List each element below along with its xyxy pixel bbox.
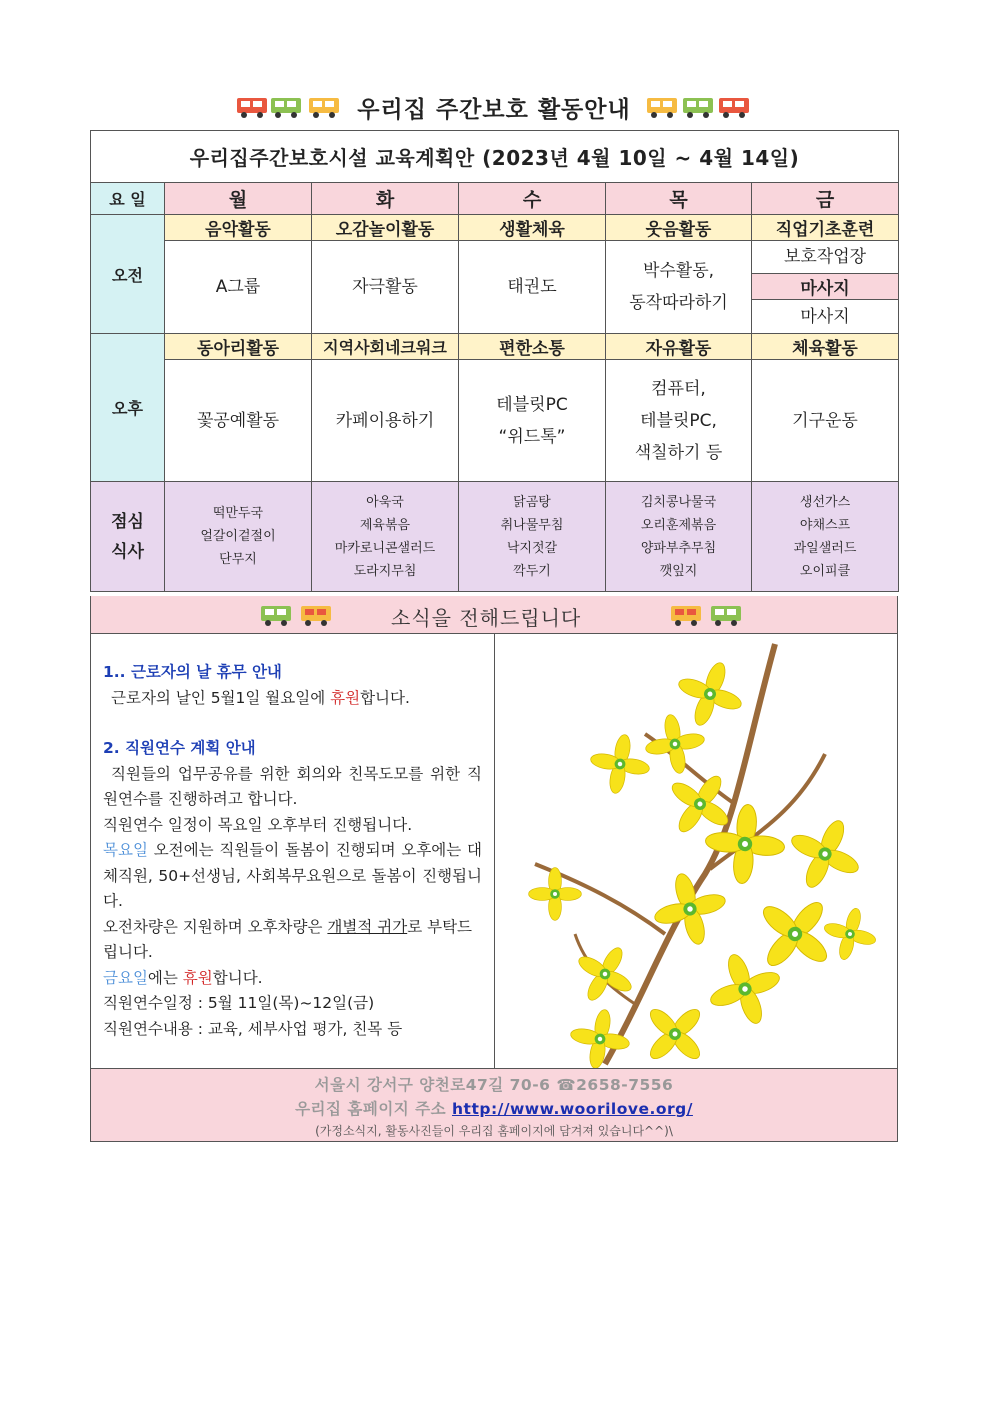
news-header — [90, 596, 898, 634]
news-p4-a: 오전차량은 지원하며 오후차량은 — [103, 917, 328, 936]
train-icon — [645, 94, 753, 120]
news-p4-b: 로 부탁드립니다. — [103, 917, 473, 961]
news-p7: 직원연수내용 : 교육, 세부사업 평가, 친목 등 — [103, 1019, 403, 1038]
news-p5-b: 합니다. — [212, 968, 263, 987]
footer-note: (가정소식지, 활동사진들이 우리집 홈페이지에 담겨져 있습니다^^)\ — [315, 1124, 673, 1138]
train-icon — [669, 602, 745, 628]
lunch-menu-wed: 닭곰탕 취나물무침 낙지젓갈 깍두기 — [459, 482, 606, 592]
lunch-menu-mon: 떡만두국 얼갈이겉절이 단무지 — [165, 482, 312, 592]
news-p3 — [103, 838, 482, 915]
news-item1-closed: 휴원 — [330, 688, 361, 707]
morning-detail-wed: 태권도 — [459, 241, 606, 334]
morning-activity-fri: 직업기초훈련 — [752, 215, 899, 241]
morning-detail-thu: 박수활동, 동작따라하기 — [606, 241, 752, 334]
news-p5 — [103, 966, 482, 992]
news-p6: 직원연수일정 : 5월 11일(목)~12일(금) — [103, 994, 375, 1012]
forsythia-flower-icon — [495, 634, 898, 1069]
news-item1-title: 1.. 근로자의 날 휴무 안내 — [103, 663, 282, 681]
period-afternoon: 오후 — [91, 334, 165, 482]
lunch-menu-tue: 아욱국 제육볶음 마카로니콘샐러드 도라지무침 — [312, 482, 459, 592]
news-item1-text-a: 근로자의 날인 5월1일 월요일에 — [111, 688, 331, 707]
news-title: 소식을 전해드립니다 — [391, 606, 582, 630]
morning-activity-fri-2: 마사지 — [752, 274, 899, 300]
afternoon-detail-fri: 기구운동 — [752, 360, 899, 482]
forsythia-illustration — [495, 634, 898, 1069]
news-p1: 직원들의 업무공유를 위한 회의와 친목도모를 위한 직원연수를 진행하려고 합니다. — [103, 764, 482, 808]
train-icon — [259, 602, 335, 628]
train-decoration-right — [645, 94, 753, 120]
plan-title: 우리집주간보호시설 교육계획안 (2023년 4월 10일 ~ 4월 14일) — [91, 131, 899, 183]
news-p5-closed: 휴원 — [182, 968, 213, 987]
news-item1-text-b: 합니다. — [360, 688, 410, 707]
morning-activity-tue: 오감놀이활동 — [312, 215, 459, 241]
footer-homepage-label: 우리집 홈페이지 주소 — [295, 1100, 453, 1118]
footer — [90, 1068, 898, 1142]
day-label: 요 일 — [91, 183, 165, 215]
news-p3-text: 오전에는 직원들이 돌봄이 진행되며 오후에는 대체직원, 50+선생님, 사회복무요원으로 돌봄이 진행됩니다. — [103, 841, 482, 910]
afternoon-detail-wed: 테블릿PC “위드톡” — [459, 360, 606, 482]
news-item1-text — [103, 686, 482, 712]
footer-address: 서울시 강서구 양천로47길 70-6 ☎2658-7556 — [314, 1076, 674, 1094]
afternoon-activity-mon: 동아리활동 — [165, 334, 312, 360]
morning-detail-fri-1: 보호작업장 — [752, 241, 899, 274]
morning-activity-mon: 음악활동 — [165, 215, 312, 241]
period-lunch: 점심 식사 — [91, 482, 165, 592]
news-p5-friday: 금요일 — [103, 968, 148, 987]
day-thu: 목 — [606, 183, 752, 215]
news-body — [90, 634, 495, 1069]
afternoon-detail-tue: 카페이용하기 — [312, 360, 459, 482]
afternoon-detail-mon: 꽃공예활동 — [165, 360, 312, 482]
afternoon-activity-fri: 체육활동 — [752, 334, 899, 360]
page-title: 우리집 주간보호 활동안내 — [357, 96, 631, 123]
weekly-plan-table — [90, 130, 899, 592]
morning-activity-thu: 웃음활동 — [606, 215, 752, 241]
afternoon-activity-tue: 지역사회네크워크 — [312, 334, 459, 360]
afternoon-detail-thu: 컴퓨터, 테블릿PC, 색칠하기 등 — [606, 360, 752, 482]
afternoon-activity-wed: 편한소통 — [459, 334, 606, 360]
news-p4-underline: 개별적 귀가 — [327, 917, 408, 936]
day-tue: 화 — [312, 183, 459, 215]
morning-detail-mon: A그룹 — [165, 241, 312, 334]
morning-detail-tue: 자극활동 — [312, 241, 459, 334]
page-header — [90, 88, 898, 126]
day-fri: 금 — [752, 183, 899, 215]
news-p4 — [103, 915, 482, 966]
train-icon — [235, 94, 343, 120]
homepage-link[interactable]: http://www.woorilove.org/ — [452, 1100, 693, 1118]
news-item2-title: 2. 직원연수 계획 안내 — [103, 739, 256, 757]
footer-homepage — [91, 1097, 897, 1119]
day-mon: 월 — [165, 183, 312, 215]
train-decoration-left — [235, 94, 343, 120]
day-wed: 수 — [459, 183, 606, 215]
period-morning: 오전 — [91, 215, 165, 334]
news-p5-a: 에는 — [147, 968, 183, 987]
morning-detail-fri-2: 마사지 — [752, 300, 899, 334]
news-p2: 직원연수 일정이 목요일 오후부터 진행됩니다. — [103, 815, 413, 834]
afternoon-activity-thu: 자유활동 — [606, 334, 752, 360]
lunch-menu-thu: 김치콩나물국 오리훈제볶음 양파부추무침 깻잎지 — [606, 482, 752, 592]
morning-activity-wed: 생활체육 — [459, 215, 606, 241]
news-p3-thursday: 목요일 — [103, 841, 148, 859]
lunch-menu-fri: 생선가스 야채스프 과일샐러드 오이피클 — [752, 482, 899, 592]
